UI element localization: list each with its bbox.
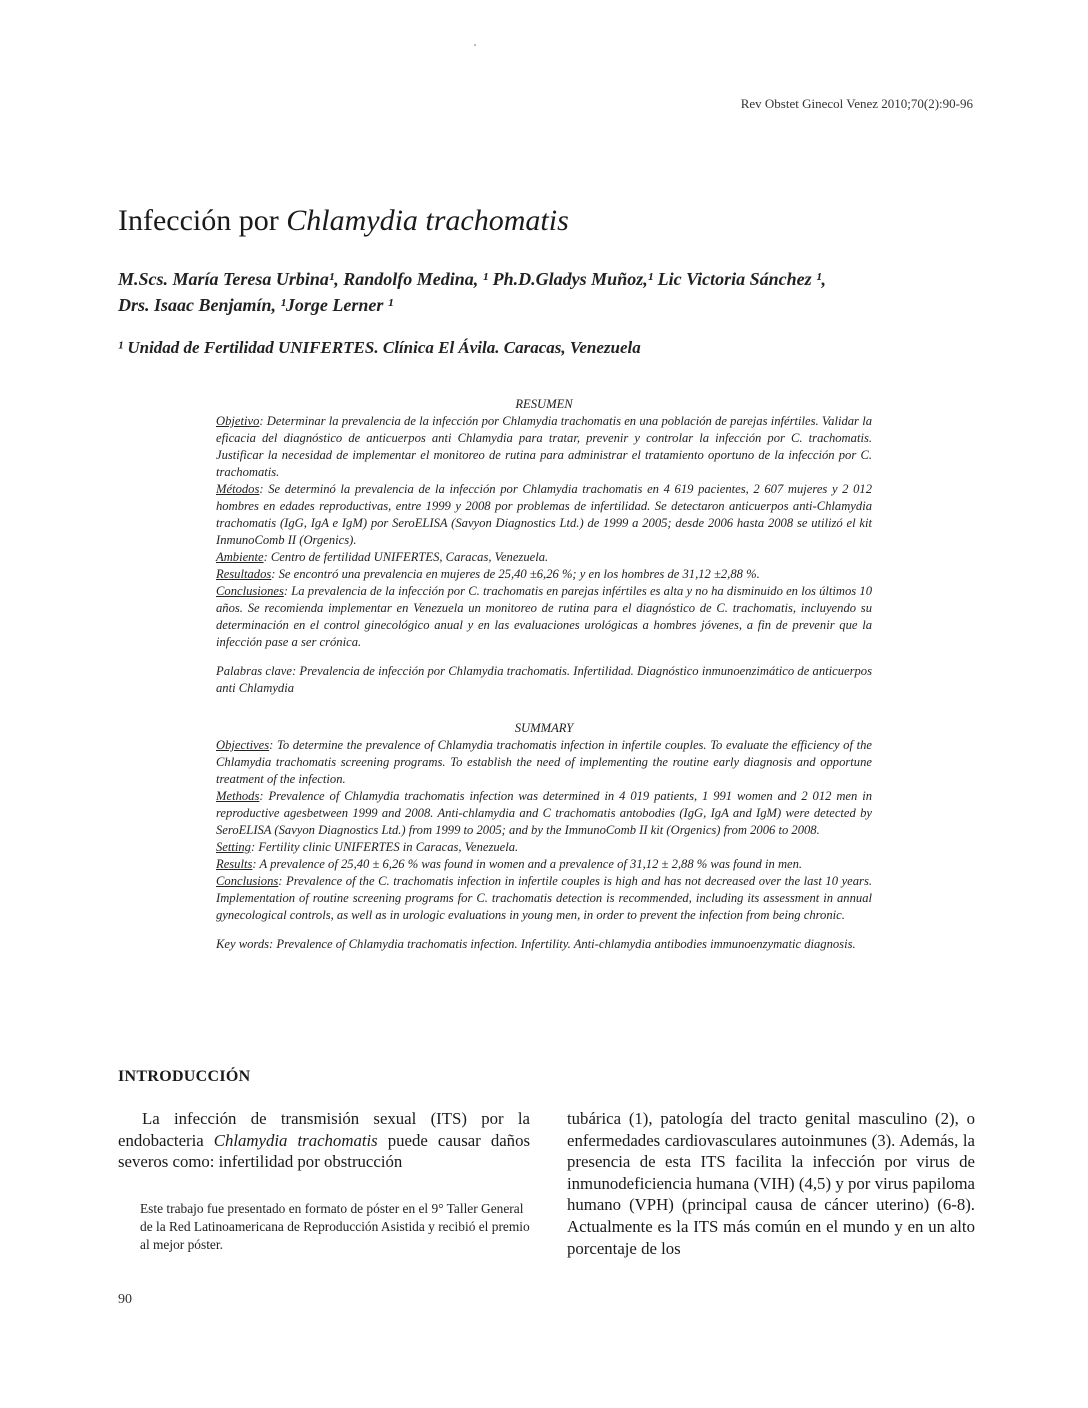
summary-heading: SUMMARY: [514, 721, 574, 735]
intro-paragraph-left: La infección de transmisión sexual (ITS) por la endobacteria Chlamydia trachomatis puede causar daños severos como: infertilidad por obstrucción: [118, 1109, 530, 1172]
resumen-block: [216, 396, 872, 697]
ambiente-label: Ambiente: [216, 550, 264, 564]
summary-conclusions: Conclusions: Prevalence of the C. trachomatis infection in infertile couples is high and has not decreased over the last 10 years. Implementation of routine screening programs for C. trachomatis detection is recommended, including its assessment in annual gynecological controls, as well as in urologic evaluations in young men, in order to prevent the infection from being chronic.: [216, 874, 872, 922]
title-species: Chlamydia trachomatis: [286, 204, 569, 237]
conclusiones-label: Conclusiones: [216, 584, 284, 598]
resumen-resultados: Resultados: Se encontró una prevalencia en mujeres de 25,40 ±6,26 %; y en los hombres de 31,12 ±2,88 %.: [216, 567, 760, 581]
affiliation: ¹ Unidad de Fertilidad UNIFERTES. Clínica El Ávila. Caracas, Venezuela: [118, 338, 641, 357]
footnote: Este trabajo fue presentado en formato de póster en el 9° Taller General de la Red Latinoamericana de Reproducción Asistida y recibió el premio al mejor póster.: [140, 1201, 530, 1252]
resumen-heading: RESUMEN: [515, 397, 573, 411]
intro-paragraph-right: tubárica (1), patología del tracto genital masculino (2), o enfermedades cardiovasculares autoinmunes (3). Además, la presencia de esta ITS facilita la infección por virus de inmunodeficiencia humana (VIH) (4,5) y por virus papiloma humano (VPH) (principal causa de cáncer uterino) (6-8). Actualmente es la ITS más común en el mundo y en un alto porcentaje de los: [567, 1109, 975, 1258]
author-line-2: Drs. Isaac Benjamín, ¹Jorge Lerner ¹: [118, 295, 394, 315]
setting-label: Setting: [216, 840, 251, 854]
resumen-keywords: Palabras clave: Prevalencia de infección por Chlamydia trachomatis. Infertilidad. Diagnóstico inmunoenzimático de anticuerpos anti Chlamydia: [216, 664, 872, 695]
body-column-left: [118, 1108, 530, 1173]
summary-objectives: Objectives: To determine the prevalence of Chlamydia trachomatis infection in infertile couples. To evaluate the efficiency of the Chlamydia trachomatis screening programs. To establish the need of implementing the routine early diagnosis and opportune treatment of the infection.: [216, 738, 872, 786]
author-line-1: M.Scs. María Teresa Urbina¹, Randolfo Medina, ¹ Ph.D.Gladys Muñoz,¹ Lic Victoria Sánchez ¹,: [118, 269, 827, 289]
results-label: Results: [216, 857, 253, 871]
page-number: 90: [118, 1292, 132, 1307]
summary-setting: Setting: Fertility clinic UNIFERTES in Caracas, Venezuela.: [216, 840, 519, 854]
summary-methods: Methods: Prevalence of Chlamydia trachomatis infection was determined in 4 019 patients, 1 991 women and 2 012 men in reproductive agesbetween 1999 and 2008. Anti-chlamydia and C trachomatis antobodies (IgG, IgA and IgM) were detected by SeroELISA (Savyon Diagnostics Ltd.) from 1999 to 2005; and by the ImmunoComb II kit (Orgenics) from 2006 to 2008.: [216, 789, 872, 837]
objectives-label: Objectives: [216, 738, 270, 752]
resumen-metodos: Métodos: Se determinó la prevalencia de la infección por Chlamydia trachomatis en 4 619 pacientes, 2 607 mujeres y 2 012 hombres en edades reproductivas, entre 1999 y 2008 por problemas de infertilidad. Se detectaron anticuerpos anti-Chlamydia trachomatis (IgG, IgA e IgM) por SeroELISA (Savyon Diagnostics Ltd.) de 1999 a 2005; desde 2006 hasta 2008 se utilizó el kit InmunoComb II (Orgenics).: [216, 482, 872, 547]
methods-label: Methods: [216, 789, 260, 803]
article-title: [118, 204, 569, 238]
summary-keywords: Key words: Prevalence of Chlamydia trachomatis infection. Infertility. Anti-chlamydia antibodies immunoenzymatic diagnosis.: [216, 937, 856, 951]
title-prefix: Infección por: [118, 204, 287, 237]
objetivo-label: Objetivo: [216, 414, 260, 428]
scan-speck: [474, 44, 476, 46]
conclusions-label: Conclusions: [216, 874, 279, 888]
resultados-label: Resultados: [216, 567, 272, 581]
intro-heading: INTRODUCCIÓN: [118, 1068, 251, 1085]
author-list: [118, 266, 978, 318]
metodos-label: Métodos: [216, 482, 260, 496]
resumen-ambiente: Ambiente: Centro de fertilidad UNIFERTES, Caracas, Venezuela.: [216, 550, 549, 564]
resumen-objetivo: Objetivo: Determinar la prevalencia de la infección por Chlamydia trachomatis en una población de parejas infértiles. Validar la eficacia del diagnóstico de anticuerpos anti Chlamydia para tratar, prevenir y controlar la infección por C. trachomatis. Justificar la necesidad de implementar el monitoreo de rutina para administrar el tratamiento oportuno de la infección por C. trachomatis.: [216, 414, 872, 479]
summary-block: [216, 720, 872, 953]
species-name: Chlamydia trachomatis: [213, 1130, 378, 1150]
body-column-right: [567, 1108, 975, 1259]
summary-results: Results: A prevalence of 25,40 ± 6,26 % was found in women and a prevalence of 31,12 ± 2,88 % was found in men.: [216, 857, 803, 871]
resumen-conclusiones: Conclusiones: La prevalencia de la infección por C. trachomatis en parejas infértiles es alta y no ha disminuido en los últimos 10 años. Se recomienda implementar en Venezuela un monitoreo de rutina para el diagnóstico de C. trachomatis, incluyendo su determinación en el control ginecológico anual y en las evaluaciones urológicas a hombres jóvenes, a fin de prevenir que la infección pase a ser crónica.: [216, 584, 872, 649]
journal-reference: Rev Obstet Ginecol Venez 2010;70(2):90-96: [740, 96, 973, 111]
